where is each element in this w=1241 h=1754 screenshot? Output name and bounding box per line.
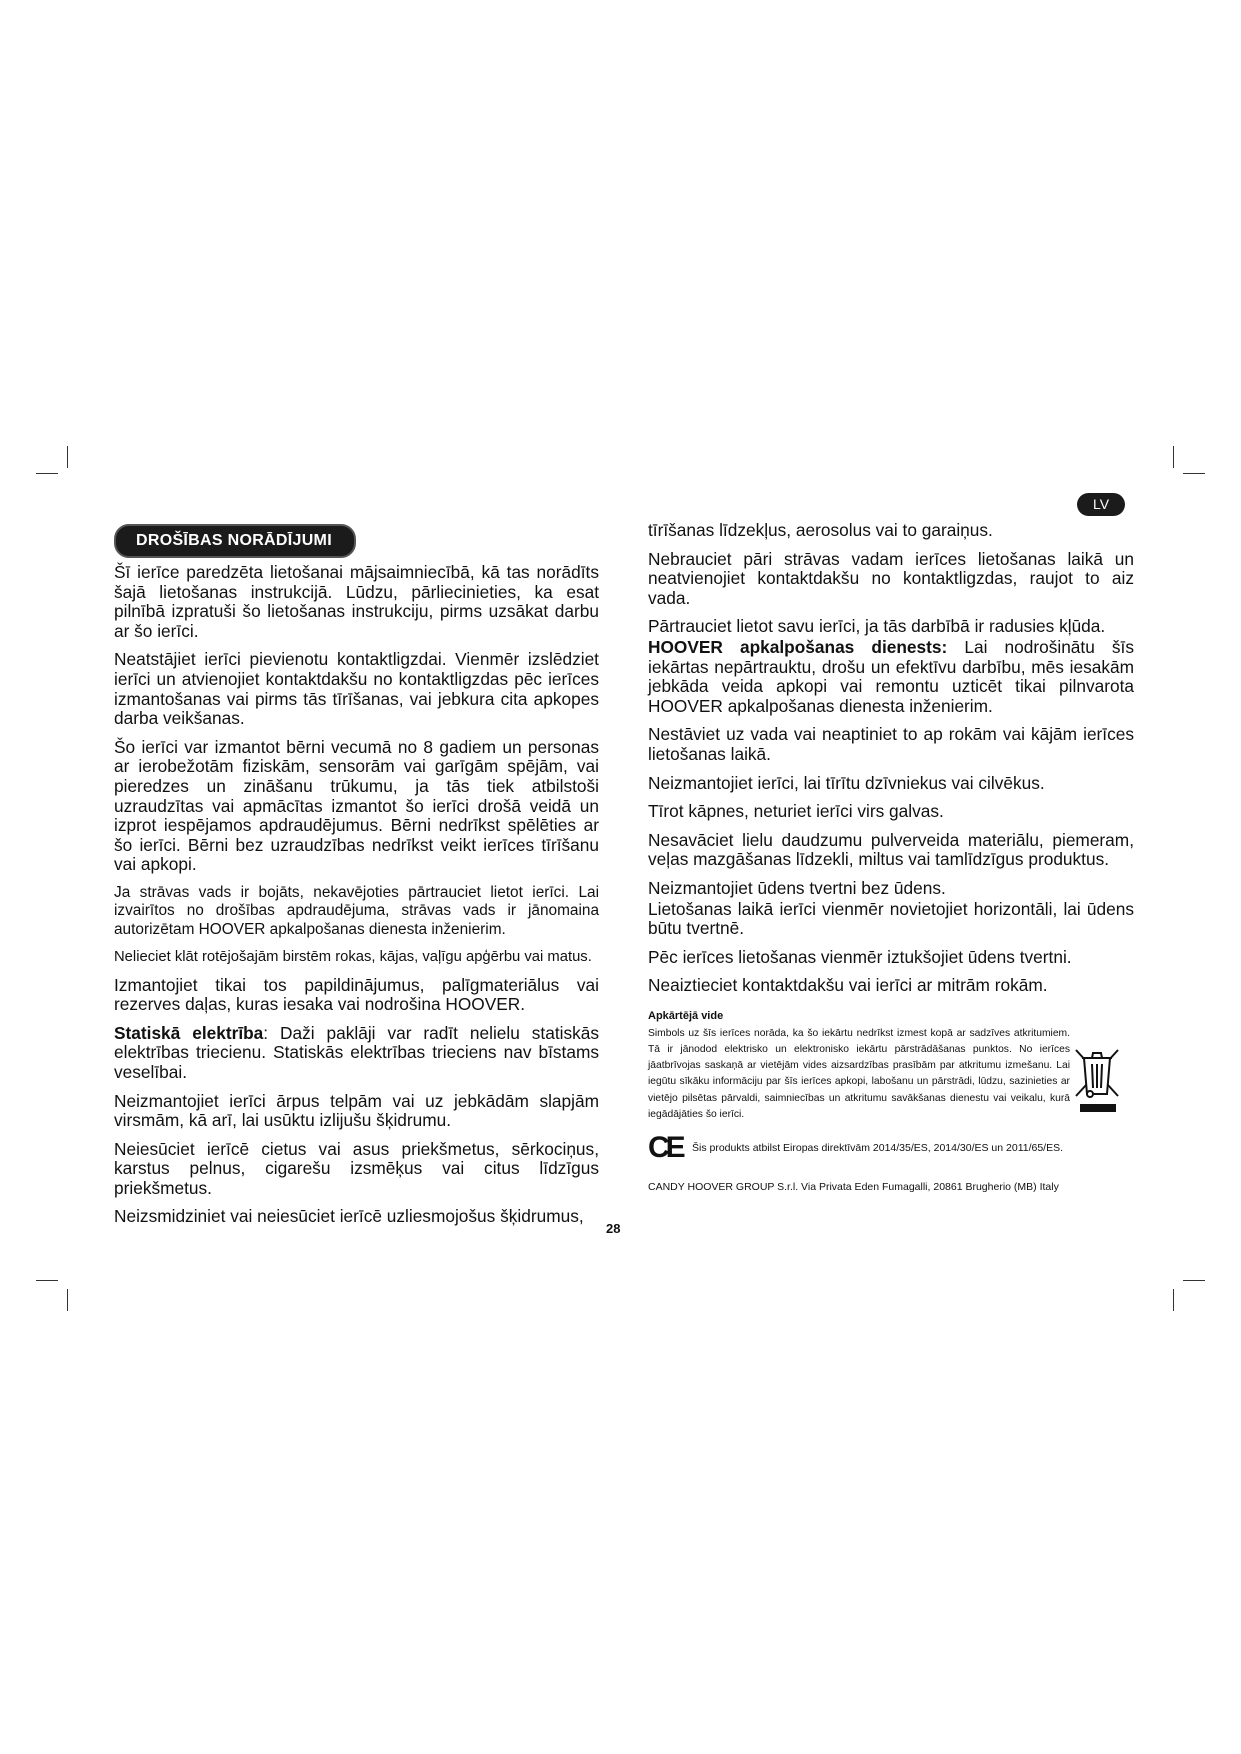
weee-crossed-bin-icon [1072, 1044, 1122, 1116]
paragraph-intended-use: Šī ierīce paredzēta lietošanai mājsaimniecībā, kā tas norādīts šajā lietošanas instrukcijā. Lūdzu, pārliecinieties, ka esat pilnībā izpratuši šo lietošanas instrukciju, pirms uzsākat darbu ar šo ierīci. [114, 562, 599, 641]
static-text: : Daži paklāji var radīt nelielu statiskās elektrības triecienu. Statiskās elektrības trieciens nav bīstams veselībai. [114, 1022, 599, 1082]
crop-mark [36, 473, 58, 474]
ce-mark-icon: CE [648, 1131, 682, 1165]
paragraph-horizontal: Lietošanas laikā ierīci vienmēr novietojiet horizontāli, lai ūdens būtu tvertnē. [648, 898, 1134, 939]
paragraph-stop-on-fault: Pārtrauciet lietot savu ierīci, ja tās darbībā ir radusies kļūda. [648, 616, 1106, 637]
paragraph-water-tank-empty: Neizmantojiet ūdens tvertni bez ūdens. [648, 877, 946, 898]
crop-mark [67, 446, 68, 468]
crop-mark [1183, 1280, 1205, 1281]
environment-title: Apkārtējā vide [648, 1009, 724, 1022]
service-label: HOOVER apkalpošanas dienests: [648, 636, 948, 657]
language-badge: LV [1077, 493, 1125, 516]
paragraph-power-cord: Ja strāvas vads ir bojāts, nekavējoties pārtrauciet lietot ierīci. Lai izvairītos no drošības apdraudējuma, strāvas vads ir jānomaina autorizētam HOOVER apkalpošanas dienesta inženierim. [114, 883, 599, 938]
paragraph-flammable: Neizsmidziniet vai neiesūciet ierīcē uzliesmojošus šķidrumus, [114, 1206, 584, 1227]
ce-compliance [648, 1133, 1134, 1163]
paragraph-static-electricity [114, 1024, 599, 1083]
paragraph-cord-run-over: Nebrauciet pāri strāvas vadam ierīces lietošanas laikā un neatvienojiet kontaktdakšu no kontaktligzdas, raujot to aiz vada. [648, 548, 1134, 608]
static-label: Statiskā elektrība [114, 1022, 264, 1043]
ce-text: Šis produkts atbilst Eiropas direktīvām 2014/35/ES, 2014/30/ES un 2011/65/ES. [692, 1142, 1064, 1155]
paragraph-accessories: Izmantojiet tikai tos papildinājumus, palīgmateriālus vai rezerves daļas, kuras iesaka vai nodrošina HOOVER. [114, 974, 599, 1015]
paragraph-cord-wrap: Nestāviet uz vada vai neaptiniet to ap rokām vai kājām ierīces lietošanas laikā. [648, 724, 1134, 764]
paragraph-empty-tank: Pēc ierīces lietošanas vienmēr iztukšojiet ūdens tvertni. [648, 946, 1072, 967]
crop-mark [1183, 473, 1205, 474]
environment-block [648, 1026, 1134, 1123]
page-number: 28 [606, 1221, 621, 1236]
paragraph-wet-hands: Neaiztieciet kontaktdakšu vai ierīci ar mitrām rokām. [648, 975, 1048, 996]
crop-mark [1173, 1289, 1174, 1311]
paragraph-outdoors: Neizmantojiet ierīci ārpus telpām vai uz jebkādām slapjām virsmām, kā arī, lai usūktu izlijušu šķidrumu. [114, 1090, 599, 1131]
environment-text: Simbols uz šīs ierīces norāda, ka šo iekārtu nedrīkst izmest kopā ar sadzīves atkritumiem. Tā ir jānodod elektrisko un elektronisko iekārtu pārstrādāšanas punktos. No ierīces jāatbrīvojas saskaņā ar vietējām vides aizsardzības prasībām par atkritumu izmešanu. Lai iegūtu sīkāku informāciju par šīs ierīces apkopi, labošanu un pārstrādi, lūdzu, sazinieties ar vietējo pilsētas pārvaldi, saimniecības un atkritumu savākšanas dienestu vai veikalu, kurā iegādājāties šo ierīci. [648, 1027, 1070, 1120]
service-text: Lai nodrošinātu šīs iekārtas nepārtrauktu, drošu un efektīvu darbību, mēs iesakām jebkāda veida apkopi vai remontu uzticēt tikai pilnvarota HOOVER apkalpošanas dienesta inženierim. [648, 636, 1134, 716]
crop-mark [67, 1289, 68, 1311]
paragraph-sharp-objects: Neiesūciet ierīcē cietus vai asus priekšmetus, sērkociņus, karstus pelnus, cigarešu izsmēķus vai citus līdzīgus priekšmetus. [114, 1138, 599, 1198]
paragraph-cleaning-agents: tīrīšanas līdzekļus, aerosolus vai to garaiņus. [648, 520, 993, 540]
paragraph-rotating-brushes: Nelieciet klāt rotējošajām birstēm rokas, kājas, vaļīgu apģērbu vai matus. [114, 949, 592, 966]
paragraph-unplug: Neatstājiet ierīci pievienotu kontaktligzdai. Vienmēr izslēdziet ierīci un atvienojiet kontaktdakšu no kontaktligzdas pēc ierīces izmantošanas vai pirms tās tīrīšanas, vai jebkura cita apkopes darba veikšanas. [114, 649, 599, 729]
left-column [114, 563, 599, 1236]
company-address: CANDY HOOVER GROUP S.r.l. Via Privata Eden Fumagalli, 20861 Brugherio (MB) Italy [648, 1181, 1059, 1194]
crop-mark [36, 1280, 58, 1281]
section-heading: DROŠĪBAS NORĀDĪJUMI [114, 524, 356, 558]
paragraph-service [648, 638, 1134, 716]
right-column [648, 521, 1134, 1193]
paragraph-animals: Neizmantojiet ierīci, lai tīrītu dzīvniekus vai cilvēkus. [648, 772, 1045, 793]
paragraph-stairs: Tīrot kāpnes, neturiet ierīci virs galvas. [648, 801, 944, 822]
crop-mark [1173, 446, 1174, 468]
paragraph-children: Šo ierīci var izmantot bērni vecumā no 8 gadiem un personas ar ierobežotām fiziskām, sensorām vai garīgām spējām, vai pieredzes un zināšanu trūkumu, ja tās tiek atbilstoši uzraudzītas vai apmācītas izmantot šo ierīci drošā veidā un izprot iespējamos apdraudējumus. Bērni nedrīkst spēlēties ar šo ierīci. Bērni bez uzraudzības nedrīkst veikt ierīces tīrīšanu vai apkopi. [114, 736, 599, 875]
paragraph-powder: Nesavāciet lielu daudzumu pulverveida materiālu, piemeram, veļas mazgāšanas līdzekli, miltus vai tamlīdzīgus produktus. [648, 829, 1134, 870]
